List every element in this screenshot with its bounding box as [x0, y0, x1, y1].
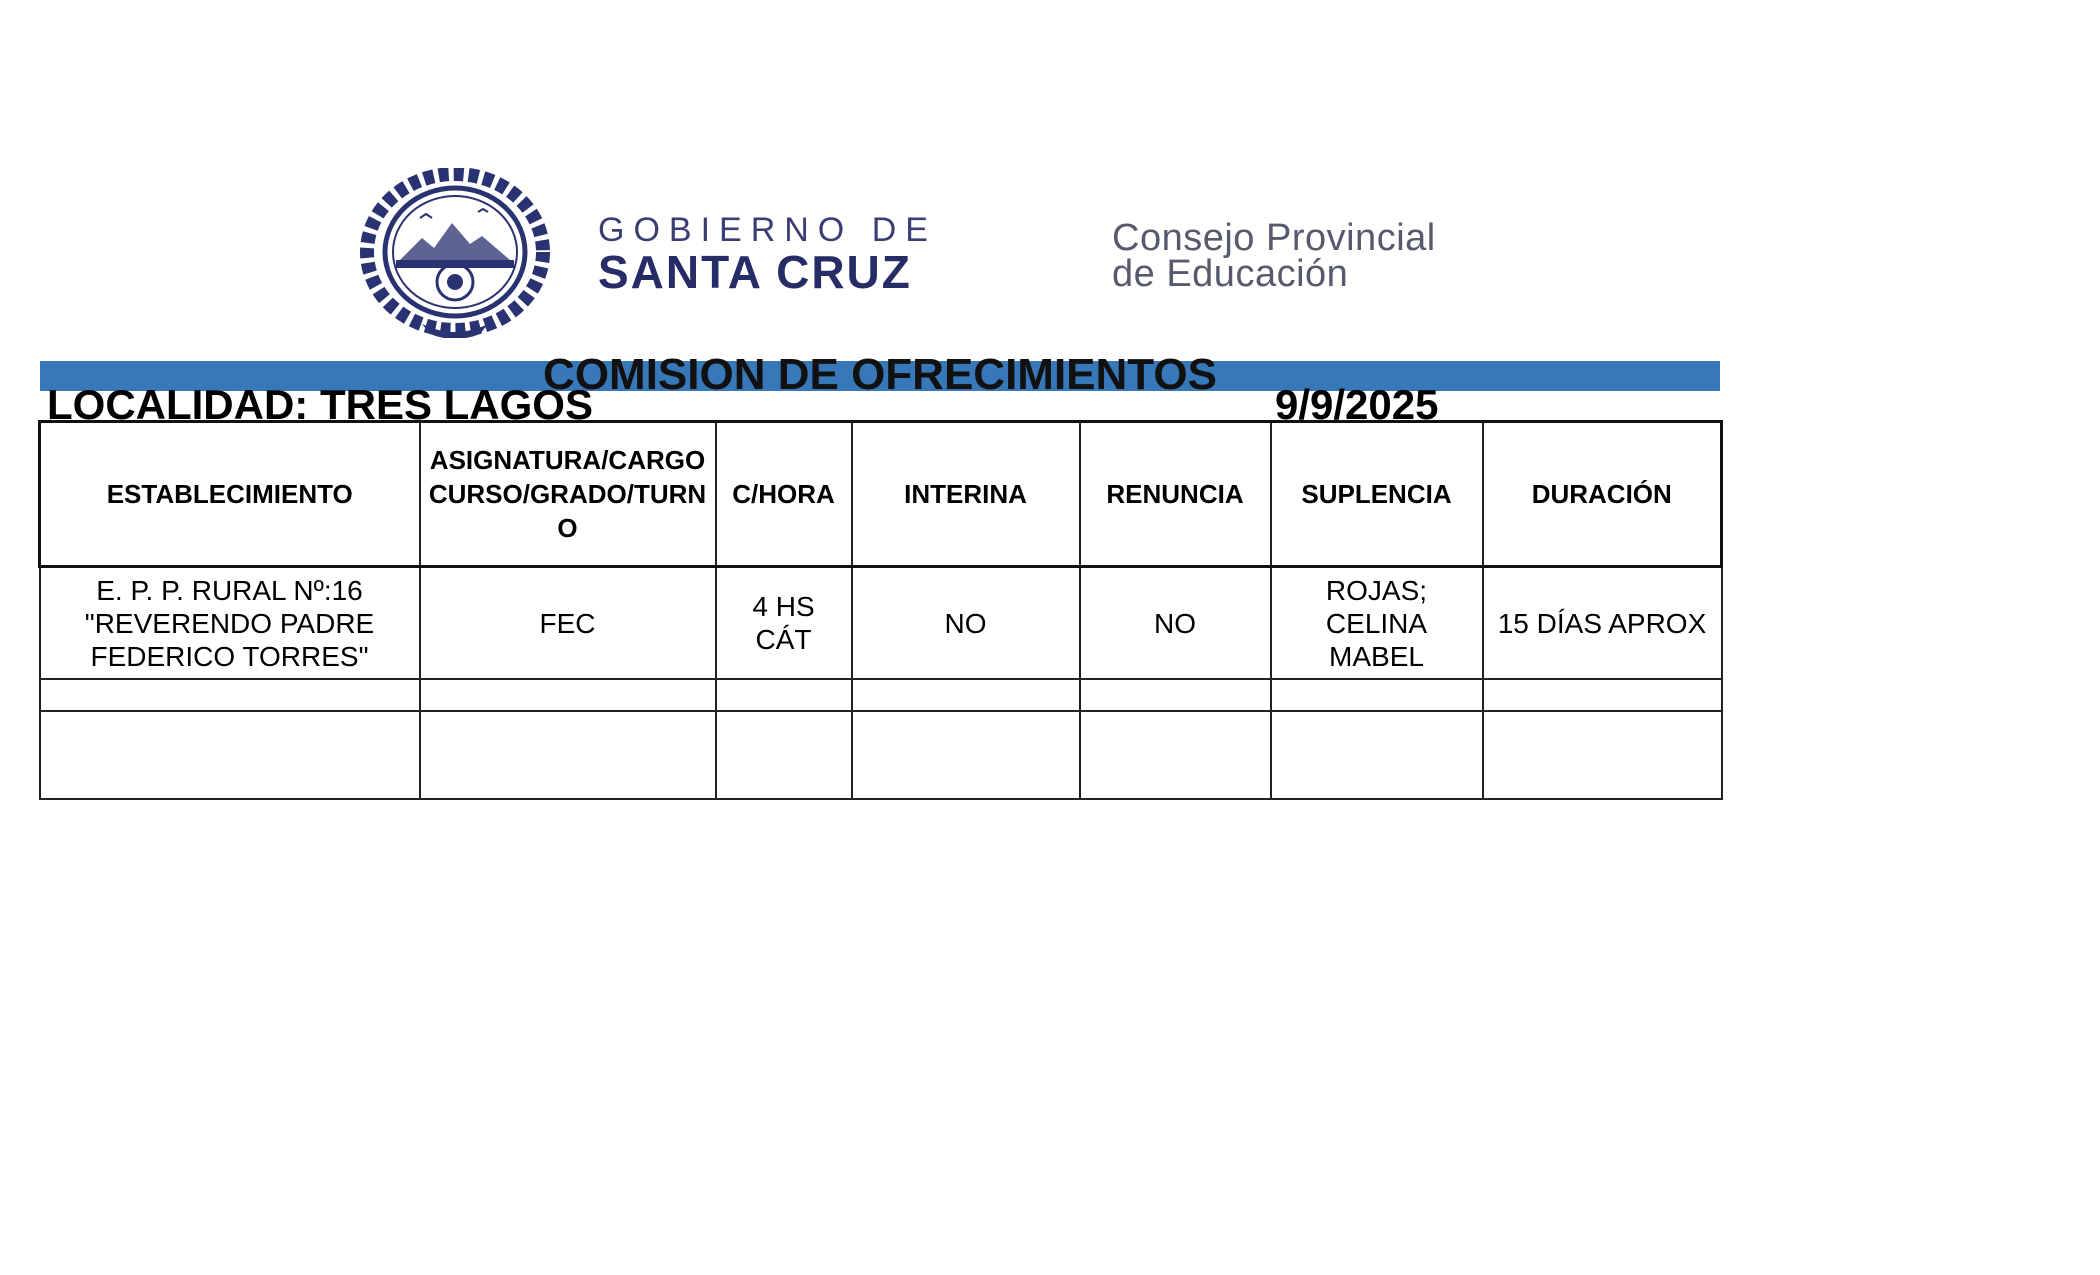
localidad-label: LOCALIDAD: TRES LAGOS	[47, 382, 593, 424]
cell-empty	[40, 711, 420, 799]
header-duracion: DURACIÓN	[1483, 422, 1722, 567]
header-chora: C/HORA	[716, 422, 852, 567]
cell-empty	[852, 679, 1080, 711]
cell-duracion: 15 DÍAS APROX	[1483, 567, 1722, 680]
gobierno-line-2: SANTA CRUZ	[598, 246, 912, 298]
cell-chora: 4 HS CÁT	[716, 567, 852, 680]
header-establecimiento: ESTABLECIMIENTO	[40, 422, 420, 567]
cell-establecimiento: E. P. P. RURAL Nº:16 "REVERENDO PADRE FEDERICO TORRES"	[40, 567, 420, 680]
consejo-line-2: de Educación	[1112, 253, 1349, 295]
cell-empty	[420, 711, 716, 799]
header-suplencia: SUPLENCIA	[1271, 422, 1483, 567]
cell-empty	[716, 711, 852, 799]
gobierno-logo-text	[598, 212, 937, 296]
cell-empty	[1271, 679, 1483, 711]
cell-empty	[1271, 711, 1483, 799]
table-row	[40, 711, 1722, 799]
date-label: 9/9/2025	[1275, 382, 1439, 424]
header-asignatura: ASIGNATURA/CARGO CURSO/GRADO/TURNO	[420, 422, 716, 567]
cell-asignatura: FEC	[420, 567, 716, 680]
cell-empty	[420, 679, 716, 711]
cell-empty	[852, 711, 1080, 799]
header-logos	[360, 168, 1540, 338]
table-header-row	[40, 422, 1722, 567]
cell-empty	[1483, 679, 1722, 711]
cell-empty	[1080, 711, 1271, 799]
cell-interina: NO	[852, 567, 1080, 680]
coat-of-arms-icon	[360, 168, 550, 338]
cell-empty	[1483, 711, 1722, 799]
header-interina: INTERINA	[852, 422, 1080, 567]
cell-suplencia: ROJAS; CELINA MABEL	[1271, 567, 1483, 680]
cell-empty	[716, 679, 852, 711]
consejo-logo-text	[1112, 217, 1436, 295]
page-title: COMISION DE OFRECIMIENTOS	[543, 351, 1217, 391]
header-renuncia: RENUNCIA	[1080, 422, 1271, 567]
gobierno-line-1: GOBIERNO DE	[598, 211, 937, 249]
offers-table	[38, 420, 1723, 800]
cell-empty	[40, 679, 420, 711]
cell-empty	[1080, 679, 1271, 711]
cell-renuncia: NO	[1080, 567, 1271, 680]
consejo-line-1: Consejo Provincial	[1112, 217, 1436, 259]
table-row	[40, 567, 1722, 680]
table-row	[40, 679, 1722, 711]
